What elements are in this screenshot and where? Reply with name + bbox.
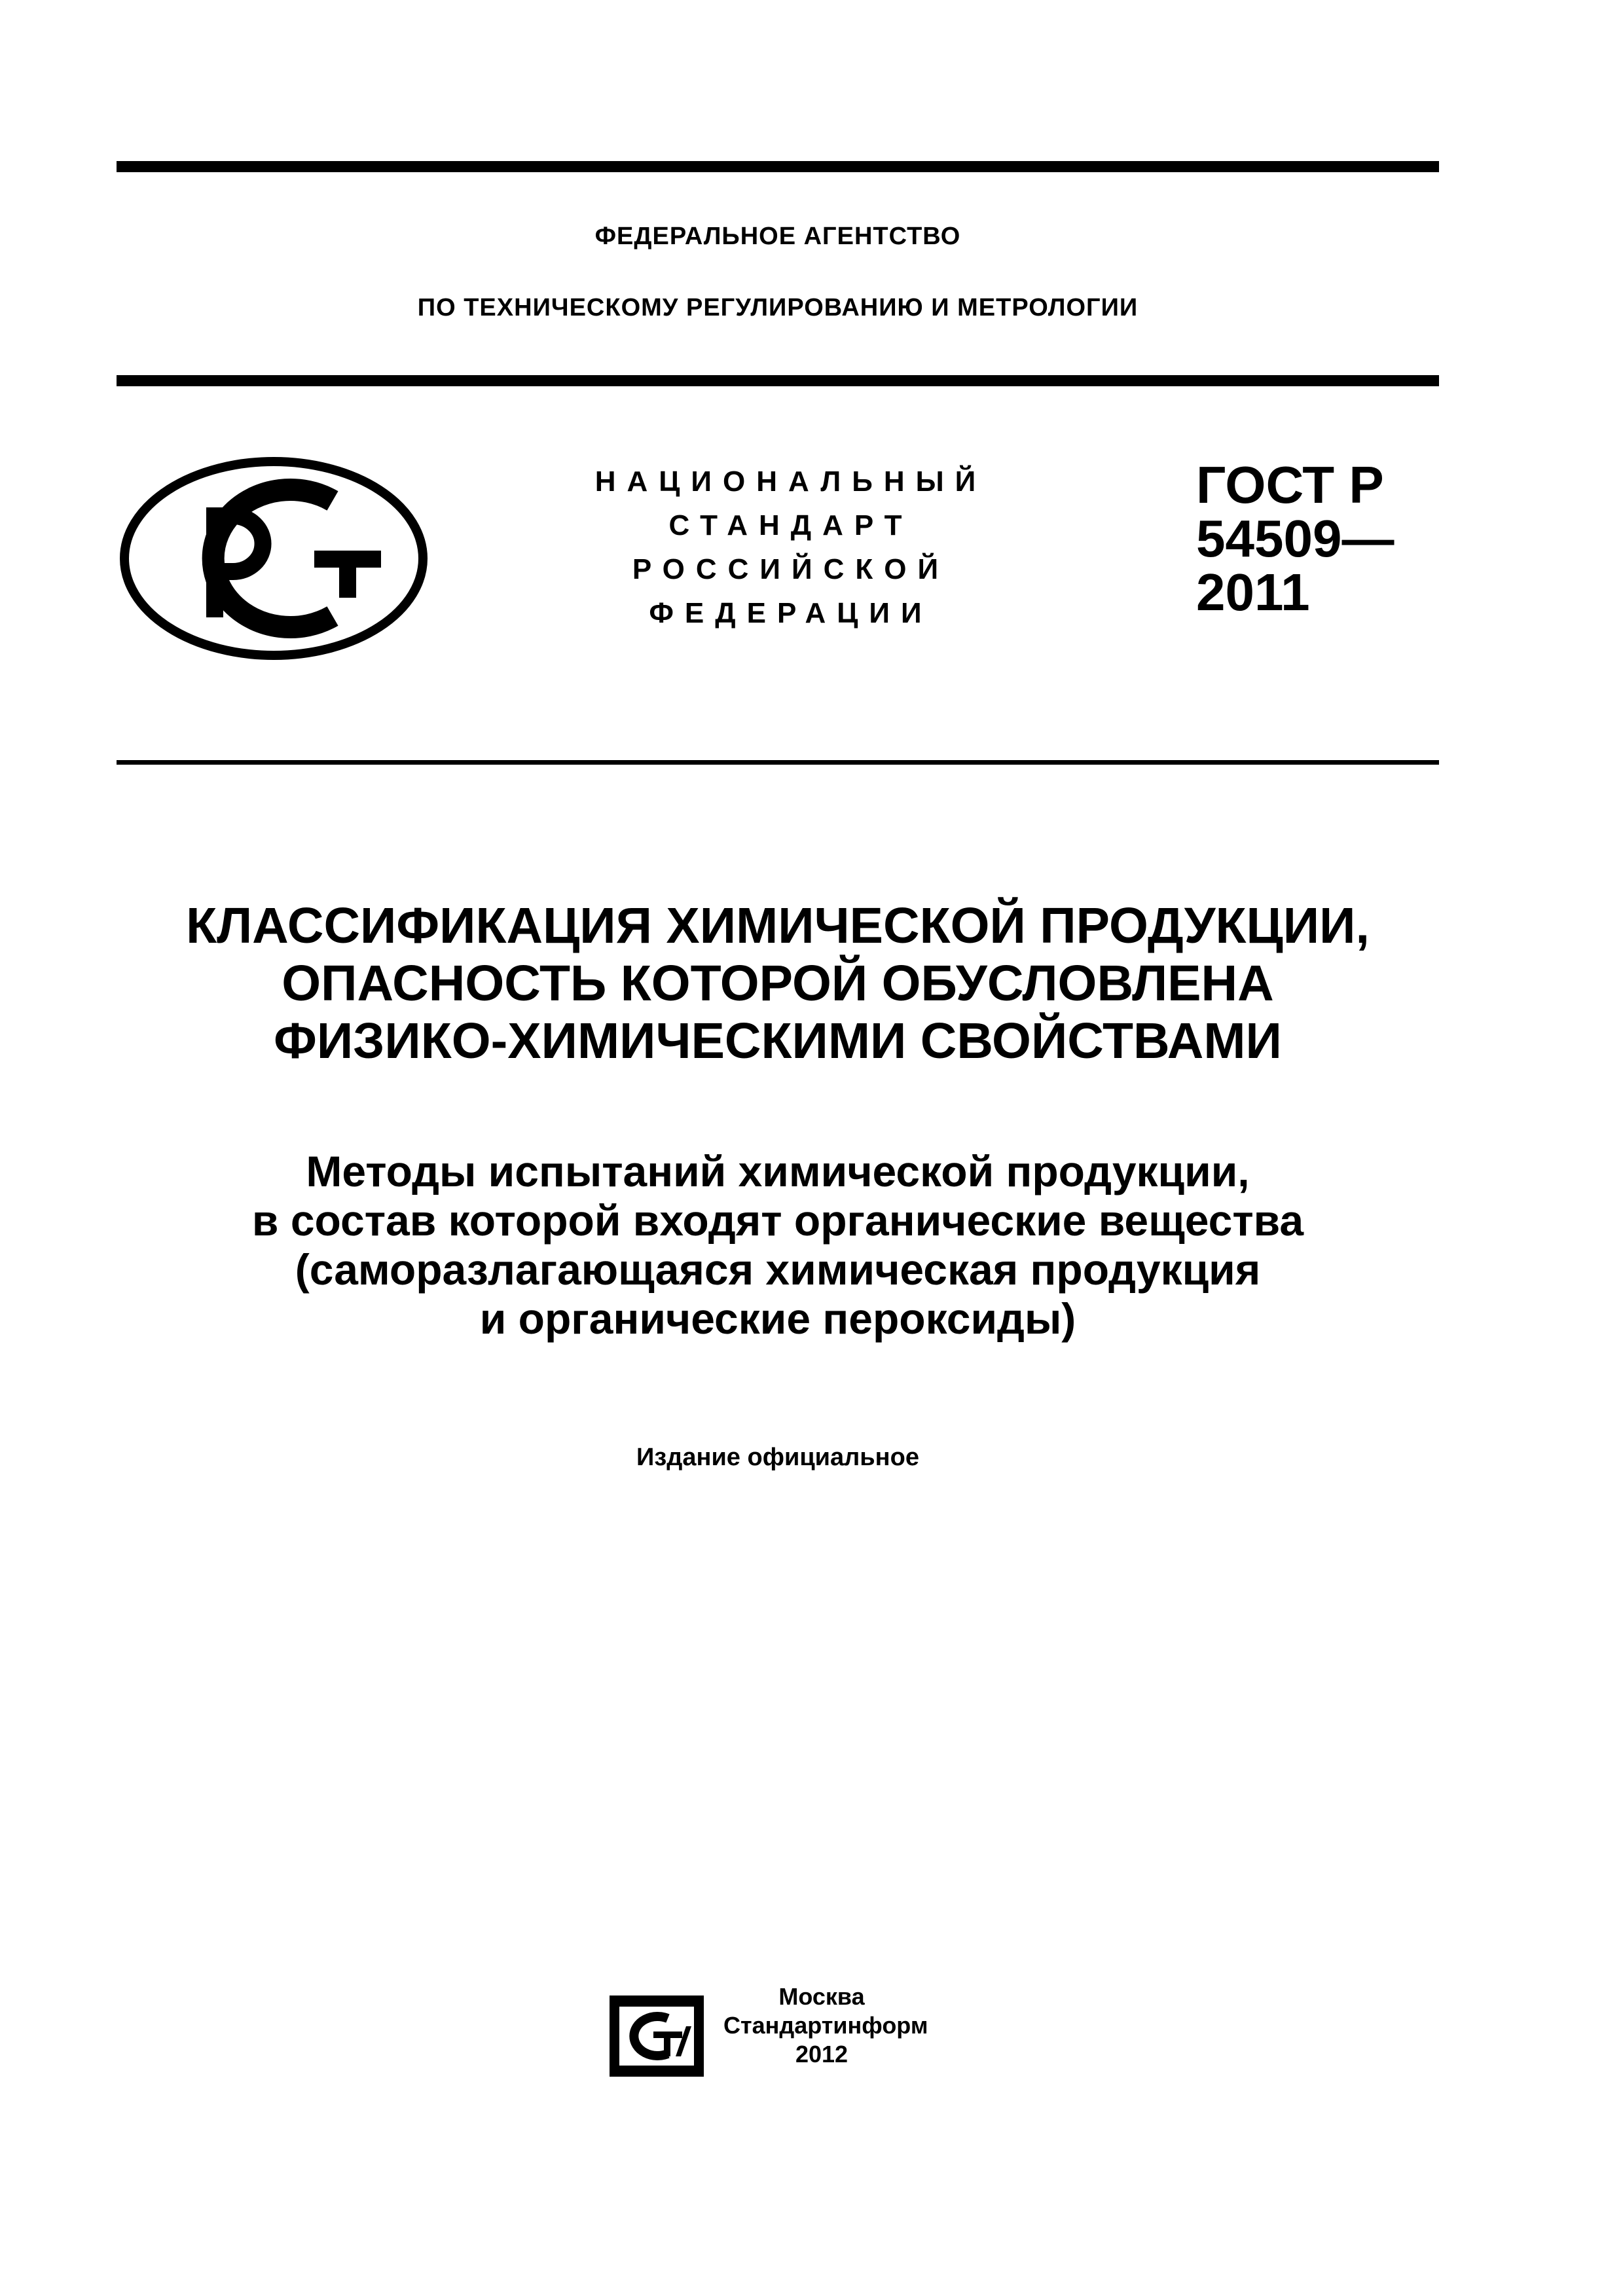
title-line-3: ФИЗИКО-ХИМИЧЕСКИМИ СВОЙСТВАМИ	[274, 1013, 1282, 1069]
publisher-name: Стандартинформ	[723, 2012, 928, 2039]
standartinform-logo-icon	[608, 1994, 706, 2079]
designation-line-1: ГОСТ Р	[1196, 456, 1384, 514]
subtitle-line-4: и органические пероксиды)	[479, 1294, 1076, 1343]
agency-line-1: ФЕДЕРАЛЬНОЕ АГЕНТСТВО	[594, 223, 961, 250]
header-rule	[117, 375, 1439, 386]
publisher-city: Москва	[778, 1983, 865, 2010]
edition-label: Издание официальное	[636, 1444, 919, 1471]
subtitle-line-1: Методы испытаний химической продукции,	[306, 1147, 1250, 1195]
title-line-1: КЛАССИФИКАЦИЯ ХИМИЧЕСКОЙ ПРОДУКЦИИ,	[186, 898, 1370, 954]
top-rule	[117, 161, 1439, 172]
publisher-info	[723, 1982, 928, 2069]
standard-type-line-4: ФЕДЕРАЦИИ	[649, 597, 933, 629]
standard-type-line-3: РОССИЙСКОЙ	[632, 553, 950, 585]
document-title	[117, 897, 1439, 1070]
designation-line-3: 2011	[1196, 563, 1310, 621]
rst-certification-logo-icon	[117, 454, 431, 663]
publisher-year: 2012	[795, 2041, 848, 2068]
standard-type	[555, 460, 1027, 635]
document-subtitle	[117, 1147, 1439, 1343]
agency-line-2: ПО ТЕХНИЧЕСКОМУ РЕГУЛИРОВАНИЮ И МЕТРОЛОГИИ	[417, 294, 1139, 321]
standard-designation	[1196, 458, 1445, 619]
subtitle-line-3: (саморазлагающаяся химическая продукция	[295, 1245, 1261, 1294]
designation-line-2: 54509—	[1196, 509, 1395, 568]
title-rule	[117, 760, 1439, 765]
subtitle-line-2: в состав которой входят органические вещества	[251, 1196, 1304, 1245]
title-line-2: ОПАСНОСТЬ КОТОРОЙ ОБУСЛОВЛЕНА	[282, 955, 1274, 1011]
standard-type-line-1: НАЦИОНАЛЬНЫЙ	[594, 465, 987, 498]
standard-type-line-2: СТАНДАРТ	[668, 509, 913, 541]
